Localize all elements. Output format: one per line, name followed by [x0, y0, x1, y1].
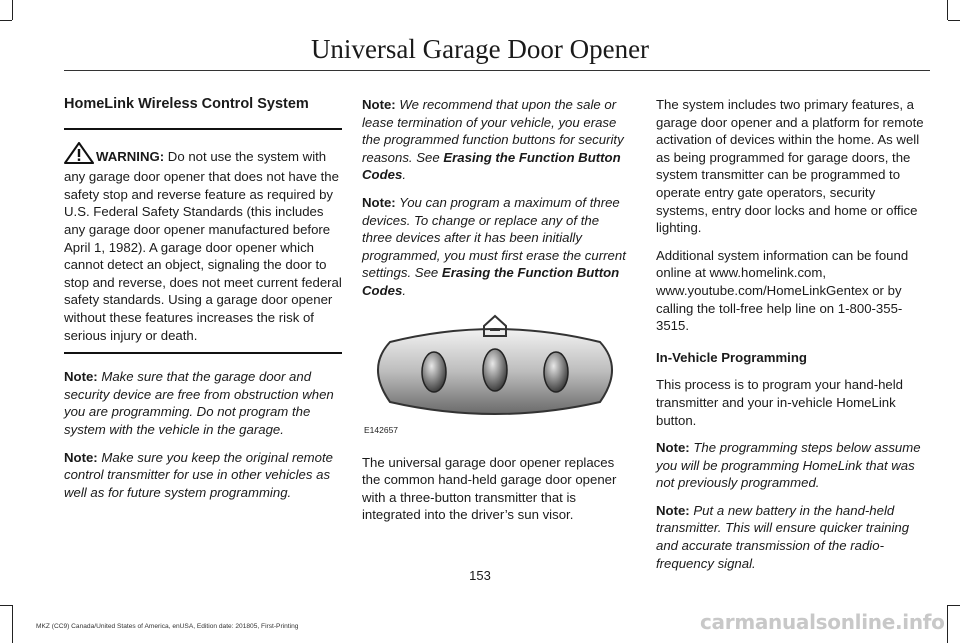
note [362, 194, 632, 300]
warning-label: WARNING: [96, 148, 165, 164]
crop-mark [0, 605, 12, 606]
note-text: Make sure that the garage door and security device are free from obstruction when you are programming. Do not program the system with the vehicle in the garage. [64, 369, 334, 437]
note-label: Note: [656, 502, 690, 518]
crop-mark [0, 20, 12, 21]
subsection-heading: In-Vehicle Programming [656, 349, 807, 365]
note [656, 502, 930, 572]
crop-mark [12, 605, 13, 643]
remote-transmitter-illustration [362, 310, 628, 440]
footer-edition-text: MKZ (CC9) Canada/United States of America, enUSA, Edition date: 201805, First-Printing [36, 623, 299, 630]
header-divider [64, 70, 930, 71]
note-text: The programming steps below assume you will be programming HomeLink that was not previously programmed. [656, 440, 921, 491]
note-label: Note: [64, 369, 98, 385]
note [64, 449, 342, 502]
paragraph: Additional system information can be found online at www.homelink.com, www.youtube.com/HomeLinkGentex or by calling the toll-free help line on 1-800-355-3515. [656, 247, 909, 334]
page-number: 153 [469, 568, 491, 583]
note-text: We recommend that upon the sale or lease termination of your vehicle, you erase the programmed function buttons for security reasons. See [362, 97, 624, 165]
column-middle [362, 96, 632, 534]
crop-mark [948, 20, 960, 21]
crop-mark [947, 0, 948, 20]
column-left [64, 96, 342, 511]
column-right [656, 96, 930, 582]
crop-mark [12, 0, 13, 20]
transmitter-icon [362, 310, 628, 428]
note-text: You can program a maximum of three devices. To change or replace any of the three devices after it has been initially programmed, you must first erase the current settings. See [362, 194, 626, 281]
cross-reference-link[interactable]: Erasing the Function Button Codes [362, 149, 621, 183]
note-label: Note: [362, 97, 396, 112]
note-text: Make sure you keep the original remote control transmitter for use in other vehicles as well as for future system programming. [64, 449, 334, 500]
section-heading: HomeLink Wireless Control System [64, 96, 309, 112]
warning-triangle-icon [64, 142, 94, 169]
cross-reference-link[interactable]: Erasing the Function Button Codes [362, 265, 620, 298]
note-end: . [402, 167, 406, 183]
note-text: Put a new battery in the hand-held transmitter. This will ensure quicker training and accurate transmission of the radio-frequency signal. [656, 502, 910, 571]
figure-code: E142657 [364, 424, 399, 435]
note-end: . [402, 282, 406, 298]
note-label: Note: [64, 449, 98, 465]
note [362, 96, 632, 184]
watermark: carmanualsonline.info [700, 610, 945, 634]
note [64, 368, 342, 438]
paragraph: This process is to program your hand-held transmitter and your in-vehicle HomeLink button. [656, 377, 904, 428]
warning-text: Do not use the system with any garage door opener that does not have the safety stop and reverse feature as required by U.S. Federal Safety Standards (this includes any garage door opener manufactured before April 1, 1982). A garage door opener which cannot detect an object, signaling the door to stop and reverse, does not meet current federal safety standards. Using a garage door opener without these features increases the risk of serious injury or death. [64, 148, 342, 343]
note [656, 439, 930, 492]
note-label: Note: [656, 440, 690, 456]
crop-mark [947, 605, 948, 643]
note-label: Note: [362, 194, 396, 210]
page-title: Universal Garage Door Opener [310, 34, 650, 64]
warning-box [64, 128, 342, 355]
crop-mark [948, 605, 960, 606]
paragraph: The universal garage door opener replaces the common hand-held garage door opener with a three-button transmitter that is integrated into the driver’s sun visor. [362, 454, 617, 523]
paragraph: The system includes two primary features, a garage door opener and a platform for remote activation of devices within the home. As well as being programmed for garage doors, the system transmitter can be programmed to operate entry gate operators, security systems, entry door locks and home or office lighting. [656, 97, 924, 236]
